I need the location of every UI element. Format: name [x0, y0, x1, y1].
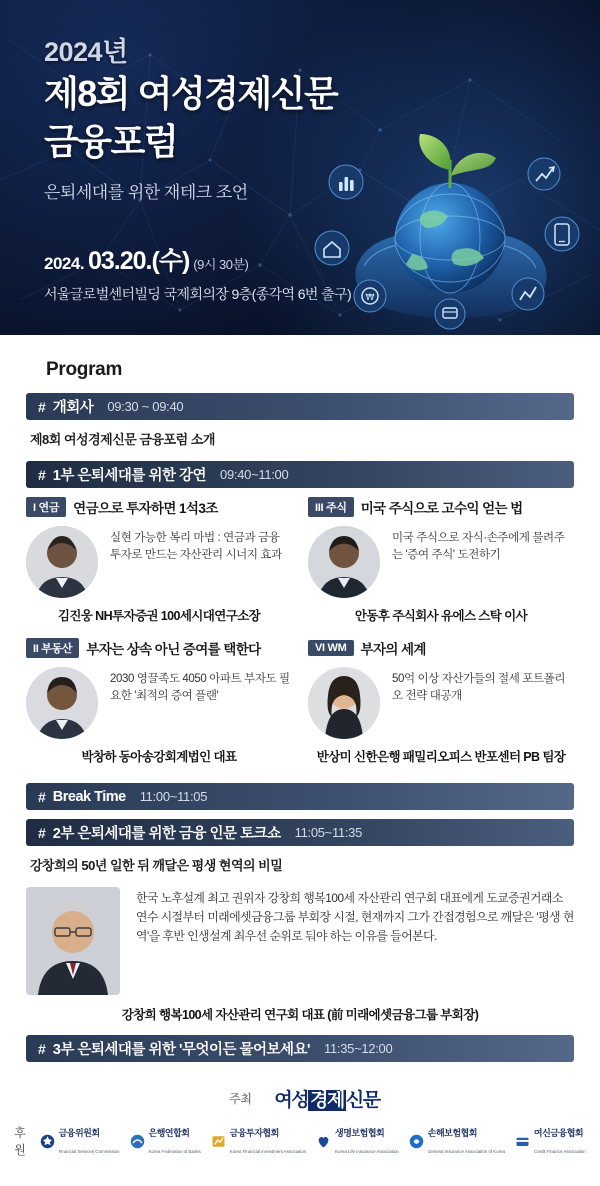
sponsor-name-en: Korea Life Insurance Association: [335, 1149, 399, 1154]
speaker-topic: 미국 주식으로 고수익 얻는 법: [360, 501, 523, 516]
emblem-icon: [130, 1134, 145, 1149]
section-label-break: Break Time: [52, 788, 126, 805]
speaker-body: [26, 667, 292, 739]
sponsor-text: [428, 1124, 505, 1158]
speaker-name: 반상미 신한은행 패밀리오피스 반포센터 PB 팀장: [316, 750, 566, 764]
speaker-header: [308, 638, 574, 658]
host-label: 주최: [229, 1092, 252, 1106]
speaker-body: [308, 667, 574, 739]
emblem-icon: [316, 1134, 331, 1149]
sponsor-label: 후원: [14, 1126, 26, 1157]
section-bar-break: [26, 783, 574, 810]
section-label-part1: 1부 은퇴세대를 위한 강연: [52, 468, 207, 484]
portrait-icon: [308, 667, 380, 739]
sponsor-item: [40, 1124, 120, 1158]
host-logo-part2: 경제: [310, 1090, 344, 1111]
speaker-photo: [308, 667, 380, 739]
speaker-tag: III 주식: [308, 497, 354, 517]
sponsor-text: [335, 1124, 399, 1158]
sponsor-text: [59, 1124, 120, 1158]
speaker-desc: 2030 영끌족도 4050 아파트 부자도 필요한 '최적의 증여 플랜': [110, 673, 290, 703]
hero-date-year: 2024.: [44, 253, 85, 273]
hero-place: 서울글로벌센터빌딩 국제회의장 9층(종각역 6번 출구): [44, 285, 352, 302]
portrait-icon: [26, 667, 98, 739]
sponsor-name-kr: 생명보험협회: [335, 1128, 385, 1139]
speaker-photo: [26, 667, 98, 739]
section-bar-part1: [26, 461, 574, 488]
speaker-grid: [26, 497, 574, 779]
talkshow-block: [26, 887, 574, 995]
sponsor-name-en: Financial Services Commission: [58, 1149, 120, 1154]
hero-title-line1: 제8회 여성경제신문: [44, 72, 338, 114]
sponsor-name-kr: 손해보험협회: [427, 1128, 477, 1139]
hero-subtitle: 은퇴세대를 위한 재테크 조언: [44, 182, 248, 202]
hero-banner: [0, 0, 600, 335]
hash-icon: #: [38, 398, 46, 415]
speaker-card: [26, 497, 292, 638]
speaker-tag: VI WM: [308, 640, 354, 656]
speaker-topic: 부자는 상속 아닌 증여를 택한다: [86, 642, 261, 657]
emblem-icon: [211, 1134, 226, 1149]
hash-icon: #: [38, 788, 46, 805]
talkshow-name: 강창희 행복100세 자산관리 연구회 대표 (前 미래에셋금융그룹 부회장): [121, 1008, 479, 1022]
sponsor-item: [211, 1124, 306, 1158]
sponsor-item: [409, 1124, 505, 1158]
opening-caption: 제8회 여성경제신문 금융포럼 소개: [30, 432, 215, 447]
hero-date: [44, 241, 351, 277]
speaker-body: [308, 526, 574, 598]
host-logo-part3: 신문: [345, 1090, 380, 1111]
speaker-desc: 미국 주식으로 자식·손주에게 물려주는 '증여 주식' 도전하기: [392, 532, 565, 562]
section-bar-part2: [26, 819, 574, 846]
speaker-name: 박창하 동아송강회계법인 대표: [81, 750, 237, 764]
sponsor-name-en: General Insurance Association of Korea: [427, 1149, 505, 1154]
speaker-name: 김진웅 NH투자증권 100세시대연구소장: [57, 609, 261, 623]
portrait-icon: [26, 887, 120, 995]
speaker-topic: 연금으로 투자하면 1석3조: [73, 501, 218, 516]
sponsor-item: [130, 1124, 201, 1158]
sponsor-name-en: Credit Finance Association: [533, 1149, 586, 1154]
section-label-opening: 개회사: [52, 400, 94, 416]
hero-year: 2024년: [44, 37, 128, 67]
section-time-break: 11:00~11:05: [139, 789, 208, 804]
speaker-tag: II 부동산: [26, 638, 79, 658]
sponsor-item: [316, 1124, 399, 1158]
footer-section: [0, 1071, 600, 1186]
sponsor-name-kr: 은행연합회: [148, 1128, 190, 1139]
speaker-card: [308, 497, 574, 638]
host-logo: [274, 1085, 379, 1112]
host-row: [26, 1085, 574, 1112]
sponsor-text: [230, 1124, 306, 1158]
sponsor-item: [515, 1124, 586, 1158]
portrait-icon: [308, 526, 380, 598]
sponsor-name-en: Korea Federation of Banks: [148, 1149, 201, 1154]
speaker-desc: 실현 가능한 복리 마법 : 연금과 금융 투자로 만드는 자산관리 시너지 효과: [110, 532, 282, 562]
talkshow-desc: 한국 노후설계 최고 권위자 강창희 행복100세 자산관리 연구회 대표에게 도쿄증권거래소 연수 시절부터 미래에셋금융그룹 부회장 시절, 현재까지 그가 간접경험으로 깨달은 '평생 현역'을 후반 인생설계 최우선 순위로 둬야 하는 이유를 들어본다.: [136, 891, 574, 944]
emblem-icon: [40, 1134, 55, 1149]
hash-icon: #: [38, 824, 46, 841]
sponsor-name-en: Korea Financial Investment Association: [229, 1149, 307, 1154]
hero-title-line2: 금융포럼: [44, 120, 178, 162]
speaker-body: [26, 526, 292, 598]
speaker-name: 안동후 주식회사 유에스 스탁 이사: [354, 609, 528, 623]
emblem-icon: [409, 1134, 424, 1149]
sponsor-text: [149, 1124, 201, 1158]
speaker-tag: I 연금: [26, 497, 66, 517]
part2-caption: 강창희의 50년 일한 뒤 깨달은 평생 현역의 비밀: [30, 858, 283, 873]
sponsor-list: [40, 1124, 586, 1158]
speaker-card: [308, 638, 574, 779]
speaker-header: [308, 497, 574, 517]
hash-icon: #: [38, 466, 46, 483]
sponsor-row: [14, 1124, 586, 1158]
speaker-topic: 부자의 세계: [360, 642, 426, 657]
speaker-photo: [308, 526, 380, 598]
section-bar-opening: [26, 393, 574, 420]
section-bar-part3: [26, 1035, 574, 1062]
hero-date-time: (9시 30분): [193, 256, 249, 272]
sponsor-name-kr: 여신금융협회: [533, 1128, 584, 1139]
speaker-card: [26, 638, 292, 779]
portrait-icon: [26, 526, 98, 598]
sponsor-name-kr: 금융위원회: [58, 1128, 100, 1139]
sponsor-name-kr: 금융투자협회: [229, 1128, 279, 1139]
hero-date-day: 03.20.(수): [88, 246, 190, 275]
section-time-part1: 09:40~11:00: [220, 467, 289, 482]
program-section: [0, 335, 600, 1062]
talkshow-photo: [26, 887, 120, 995]
emblem-icon: [515, 1134, 530, 1149]
speaker-desc: 50억 이상 자산가들의 절세 포트폴리오 전략 대공개: [392, 673, 566, 703]
section-time-opening: 09:30 ~ 09:40: [107, 399, 184, 414]
program-heading: Program: [46, 359, 123, 380]
sponsor-text: [534, 1124, 586, 1158]
speaker-photo: [26, 526, 98, 598]
hash-icon: #: [38, 1040, 46, 1057]
section-time-part3: 11:35~12:00: [324, 1041, 393, 1056]
section-label-part3: 3부 은퇴세대를 위한 '무엇이든 물어보세요': [52, 1042, 310, 1058]
section-label-part2: 2부 은퇴세대를 위한 금융 인문 토크쇼: [52, 826, 281, 842]
speaker-header: [26, 497, 292, 517]
host-logo-part1: 여성: [274, 1090, 309, 1111]
section-time-part2: 11:05~11:35: [294, 825, 363, 840]
speaker-header: [26, 638, 292, 658]
hero-text-block: [44, 38, 351, 304]
svg-text:₩: ₩: [365, 293, 375, 303]
